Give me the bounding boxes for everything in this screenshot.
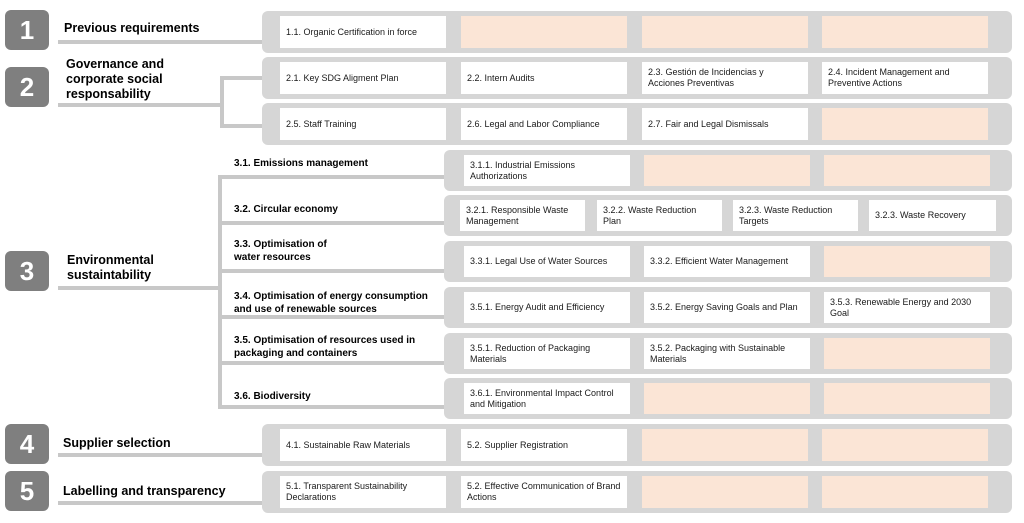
- requirement-box: 5.2. Supplier Registration: [461, 429, 627, 461]
- connector-line: [218, 361, 444, 365]
- connector-line: [58, 103, 222, 107]
- requirement-box: 3.5.2. Energy Saving Goals and Plan: [644, 292, 810, 323]
- empty-requirement-box: [824, 383, 990, 414]
- empty-requirement-box: [642, 16, 808, 48]
- requirement-box: 3.2.1. Responsible Waste Management: [460, 200, 585, 231]
- requirement-box: 1.1. Organic Certification in force: [280, 16, 446, 48]
- requirement-box: 3.2.3. Waste Recovery: [869, 200, 996, 231]
- requirement-box: 3.5.1. Reduction of Packaging Materials: [464, 338, 630, 369]
- section-number-badge: 3: [5, 251, 49, 291]
- requirement-box: 3.3.2. Efficient Water Management: [644, 246, 810, 277]
- connector-line: [220, 76, 224, 128]
- subsection-label: 3.5. Optimisation of resources used in packaging and containers: [234, 335, 416, 359]
- empty-requirement-box: [644, 155, 810, 186]
- connector-line: [220, 76, 262, 80]
- section-title: Previous requirements: [64, 21, 200, 35]
- section-number-badge: 2: [5, 67, 49, 107]
- section-title: Labelling and transparency: [63, 484, 226, 498]
- requirement-box: 2.7. Fair and Legal Dismissals: [642, 108, 808, 140]
- requirement-box: 3.2.2. Waste Reduction Plan: [597, 200, 722, 231]
- connector-line: [58, 40, 262, 44]
- section-number-badge: 5: [5, 471, 49, 511]
- connector-line: [58, 286, 222, 290]
- empty-requirement-box: [822, 429, 988, 461]
- connector-line: [58, 501, 262, 505]
- section-number-badge: 1: [5, 10, 49, 50]
- requirement-box: 4.1. Sustainable Raw Materials: [280, 429, 446, 461]
- requirement-box: 3.5.1. Energy Audit and Efficiency: [464, 292, 630, 323]
- empty-requirement-box: [461, 16, 627, 48]
- subsection-label: 3.3. Optimisation of water resources: [234, 239, 327, 263]
- empty-requirement-box: [824, 338, 990, 369]
- empty-requirement-box: [642, 429, 808, 461]
- requirement-box: 2.4. Incident Management and Preventive Actions: [822, 62, 988, 94]
- requirement-box: 2.6. Legal and Labor Compliance: [461, 108, 627, 140]
- empty-requirement-box: [642, 476, 808, 508]
- empty-requirement-box: [822, 108, 988, 140]
- requirement-box: 3.1.1. Industrial Emissions Authorizations: [464, 155, 630, 186]
- empty-requirement-box: [822, 476, 988, 508]
- requirement-box: 3.5.2. Packaging with Sustainable Materials: [644, 338, 810, 369]
- section-title: Environmental sustaintability: [67, 253, 154, 282]
- connector-line: [58, 453, 262, 457]
- section-title: Governance and corporate social responsability: [66, 57, 164, 101]
- requirement-box: 2.2. Intern Audits: [461, 62, 627, 94]
- empty-requirement-box: [824, 155, 990, 186]
- requirement-box: 3.2.3. Waste Reduction Targets: [733, 200, 858, 231]
- subsection-label: 3.4. Optimisation of energy consumption and use of renewable sources: [234, 291, 428, 315]
- connector-line: [218, 405, 444, 409]
- empty-requirement-box: [644, 383, 810, 414]
- requirement-box: 5.2. Effective Communication of Brand Actions: [461, 476, 627, 508]
- requirement-box: 5.1. Transparent Sustainability Declarations: [280, 476, 446, 508]
- empty-requirement-box: [822, 16, 988, 48]
- connector-line: [218, 269, 444, 273]
- subsection-label: 3.6. Biodiversity: [234, 391, 311, 402]
- requirement-box: 3.6.1. Environmental Impact Control and Mitigation: [464, 383, 630, 414]
- connector-line: [220, 124, 262, 128]
- requirement-box: 2.1. Key SDG Aligment Plan: [280, 62, 446, 94]
- connector-line: [218, 175, 444, 179]
- subsection-label: 3.2. Circular economy: [234, 204, 338, 215]
- requirement-box: 2.3. Gestión de Incidencias y Acciones Preventivas: [642, 62, 808, 94]
- empty-requirement-box: [824, 246, 990, 277]
- requirement-box: 3.3.1. Legal Use of Water Sources: [464, 246, 630, 277]
- subsection-label: 3.1. Emissions management: [234, 158, 368, 169]
- requirement-box: 2.5. Staff Training: [280, 108, 446, 140]
- requirement-box: 3.5.3. Renewable Energy and 2030 Goal: [824, 292, 990, 323]
- section-title: Supplier selection: [63, 436, 171, 450]
- connector-line: [218, 175, 222, 409]
- connector-line: [218, 221, 444, 225]
- section-number-badge: 4: [5, 424, 49, 464]
